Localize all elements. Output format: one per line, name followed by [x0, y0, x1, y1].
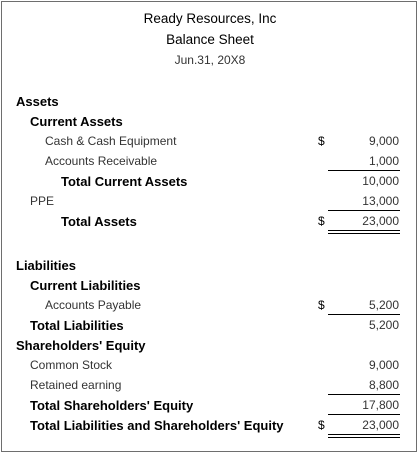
company-name: Ready Resources, Inc	[143, 11, 277, 26]
total-double-rule	[328, 230, 400, 234]
line-item-amount: 23,000	[362, 214, 399, 228]
line-item-row	[0, 91, 420, 111]
line-item-row	[0, 111, 420, 131]
line-item-amount: 23,000	[362, 418, 399, 432]
line-item-label: Shareholders' Equity	[16, 338, 146, 353]
line-item-row	[0, 191, 420, 211]
line-item-label: Total Liabilities and Shareholders' Equity	[30, 418, 284, 433]
line-item-label: Current Assets	[30, 114, 123, 129]
line-item-label: Assets	[16, 94, 59, 109]
line-item-amount: 5,200	[368, 318, 399, 332]
line-item-row	[0, 275, 420, 295]
line-item-row	[0, 295, 420, 315]
currency-symbol: $	[318, 134, 325, 148]
line-item-amount: 8,800	[368, 378, 399, 392]
line-item-label: Total Current Assets	[61, 174, 188, 189]
line-item-label: Accounts Receivable	[45, 154, 158, 168]
line-item-row	[0, 355, 420, 375]
line-item-amount: 9,000	[368, 358, 399, 372]
line-item-amount: 1,000	[368, 154, 399, 168]
line-item-row	[0, 335, 420, 355]
statement-date: Jun.31, 20X8	[174, 53, 246, 67]
line-item-row	[0, 211, 420, 231]
line-item-label: Common Stock	[30, 358, 113, 372]
line-item-label: Total Shareholders' Equity	[30, 398, 194, 413]
line-item-label: Cash & Cash Equipment	[45, 134, 177, 148]
line-item-label: Current Liabilities	[30, 278, 141, 293]
line-item-label: Liabilities	[16, 258, 76, 273]
line-item-amount: 5,200	[368, 298, 399, 312]
line-item-row	[0, 131, 420, 151]
statement-title: Balance Sheet	[166, 32, 254, 47]
line-item-label: Accounts Payable	[45, 298, 142, 312]
line-item-row	[0, 255, 420, 275]
line-item-amount: 17,800	[362, 398, 399, 412]
line-item-label: Total Liabilities	[30, 318, 124, 333]
line-item-row	[0, 151, 420, 171]
line-item-row	[0, 171, 420, 191]
line-item-amount: 9,000	[368, 134, 399, 148]
line-item-label: Total Assets	[61, 214, 137, 229]
line-item-label: Retained earning	[30, 378, 122, 392]
line-item-row	[0, 395, 420, 415]
line-item-row	[0, 375, 420, 395]
currency-symbol: $	[318, 298, 325, 312]
line-item-label: PPE	[30, 194, 55, 208]
currency-symbol: $	[318, 214, 325, 228]
line-item-amount: 13,000	[362, 194, 399, 208]
line-item-row	[0, 415, 420, 435]
line-item-row	[0, 315, 420, 335]
line-item-amount: 10,000	[362, 174, 399, 188]
total-double-rule	[328, 434, 400, 438]
currency-symbol: $	[318, 418, 325, 432]
